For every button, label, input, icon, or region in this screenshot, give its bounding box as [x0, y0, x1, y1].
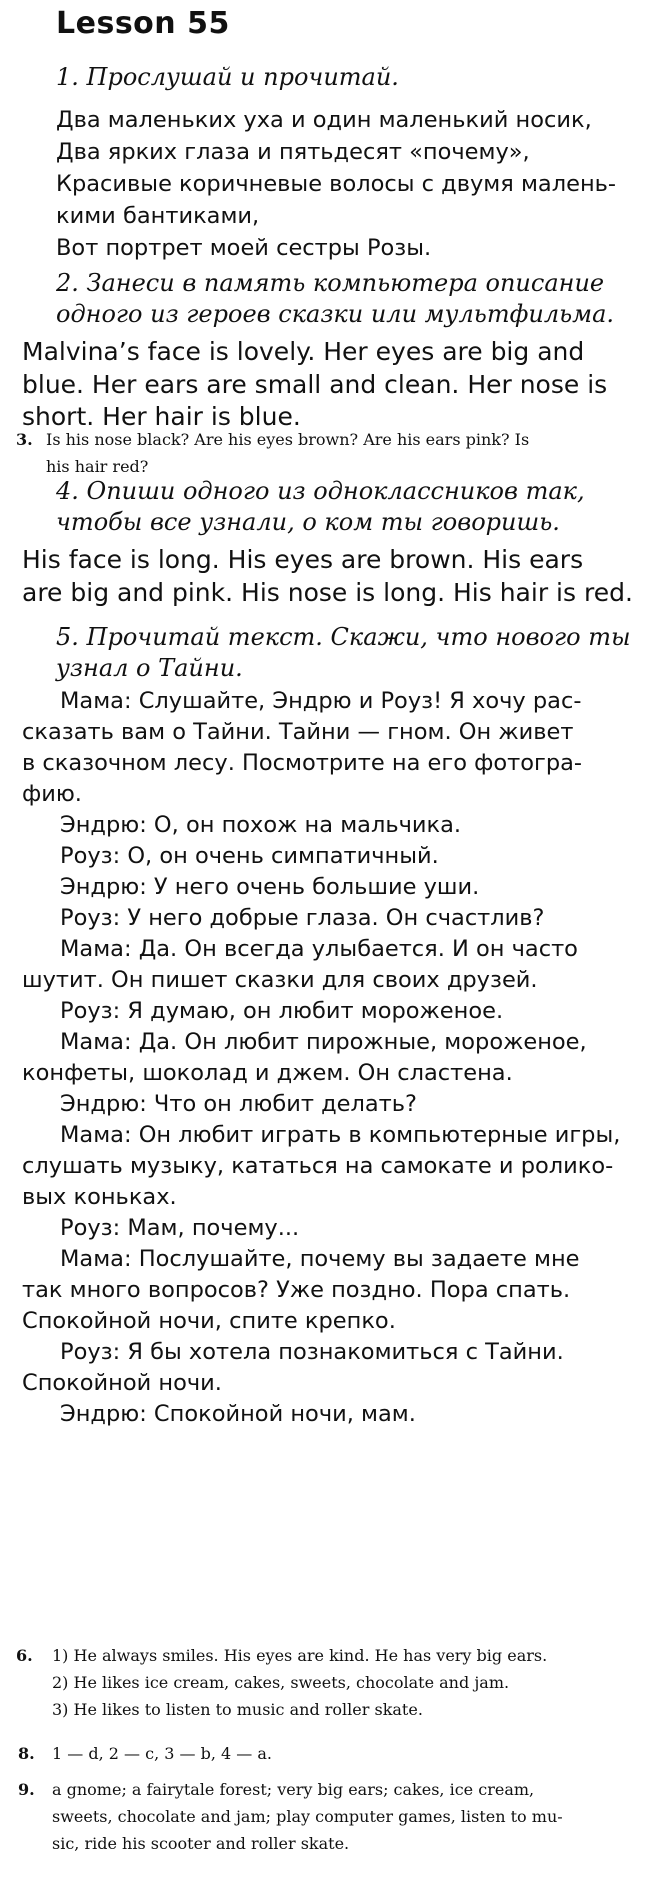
exercise-5-dialog [22, 686, 652, 1430]
exercise-6-answers [16, 1642, 642, 1723]
dialog-line: Эндрю: Что он любит делать? [60, 1091, 417, 1117]
exercise-3-number: 3. [16, 430, 33, 449]
exercise-6-number: 6. [16, 1646, 33, 1665]
dialog-line: Спокойной ночи. [22, 1370, 222, 1396]
dialog-line: Эндрю: О, он похож на мальчика. [60, 812, 462, 838]
answer-line: sic, ride his scooter and roller skate. [52, 1834, 350, 1853]
heading-line: 2. Занеси в память компьютера описание [56, 269, 605, 297]
answer-line: 3) He likes to listen to music and roller skate. [52, 1700, 423, 1719]
answer-line: Is his nose black? Are his eyes brown? Are his ears pink? Is [46, 430, 530, 449]
poem-line: Два ярких глаза и пятьдесят «почему», [56, 139, 530, 165]
heading-line: 4. Опиши одного из одноклассников так, [56, 477, 585, 505]
exercise-5-heading [56, 622, 650, 684]
exercise-1-poem [56, 104, 650, 264]
text-line: short. Her hair is blue. [22, 402, 301, 431]
heading-line: узнал о Тайни. [56, 654, 243, 682]
answer-line: a gnome; a fairytale forest; very big ears; cakes, ice cream, [52, 1780, 535, 1799]
heading-line: 5. Прочитай текст. Скажи, что нового ты [56, 623, 631, 651]
text-line: blue. Her ears are small and clean. Her nose is [22, 369, 608, 399]
dialog-line: так много вопросов? Уже поздно. Пора спать. [22, 1277, 571, 1303]
poem-line: Вот портрет моей сестры Розы. [56, 235, 432, 261]
dialog-line: Эндрю: Спокойной ночи, мам. [60, 1401, 416, 1427]
exercise-8-number: 8. [18, 1744, 35, 1763]
exercise-2-text [22, 336, 650, 434]
dialog-line: Спокойной ночи, спите крепко. [22, 1308, 396, 1334]
dialog-line: конфеты, шоколад и джем. Он сластена. [22, 1060, 513, 1086]
dialog-line: Роуз: О, он очень симпатичный. [60, 843, 439, 869]
exercise-9-answer [18, 1776, 642, 1857]
dialog-line: в сказочном лесу. Посмотрите на его фотогра- [22, 750, 583, 776]
answer-line: 2) He likes ice cream, cakes, sweets, chocolate and jam. [52, 1673, 510, 1692]
exercise-9-number: 9. [18, 1780, 35, 1799]
poem-line: Красивые коричневые волосы с двумя малень- [56, 171, 617, 197]
exercise-4-text [22, 544, 650, 609]
dialog-line: шутит. Он пишет сказки для своих друзей. [22, 967, 538, 993]
exercise-8-answer [18, 1740, 642, 1767]
dialog-line: слушать музыку, кататься на самокате и ролико- [22, 1153, 614, 1179]
exercise-4-heading [56, 476, 650, 538]
text-line: Malvina’s face is lovely. Her eyes are big and [22, 337, 585, 366]
lesson-title: Lesson 55 [56, 6, 230, 41]
dialog-line: Мама: Послушайте, почему вы задаете мне [60, 1246, 580, 1272]
dialog-line: Мама: Да. Он любит пирожные, мороженое, [60, 1029, 587, 1055]
heading-line: одного из героев сказки или мультфильма. [56, 300, 615, 328]
text-line: are big and pink. His nose is long. His hair is red. [22, 577, 633, 607]
dialog-line: сказать вам о Тайни. Тайни — гном. Он живет [22, 719, 574, 745]
exercise-2-heading [56, 268, 650, 330]
exercise-3-answer [16, 426, 642, 480]
dialog-line: фию. [22, 781, 82, 807]
dialog-line: Мама: Слушайте, Эндрю и Роуз! Я хочу рас- [60, 688, 582, 714]
answer-line: 1 — d, 2 — c, 3 — b, 4 — a. [52, 1744, 272, 1763]
poem-line: кими бантиками, [56, 203, 260, 229]
heading-line: чтобы все узнали, о ком ты говоришь. [56, 508, 560, 536]
dialog-line: Эндрю: У него очень большие уши. [60, 874, 480, 900]
dialog-line: Роуз: Я думаю, он любит мороженое. [60, 998, 504, 1024]
dialog-line: вых коньках. [22, 1184, 177, 1210]
exercise-1-heading: 1. Прослушай и прочитай. [56, 63, 399, 91]
answer-line: 1) He always smiles. His eyes are kind. He has very big ears. [52, 1646, 548, 1665]
dialog-line: Роуз: Я бы хотела познакомиться с Тайни. [60, 1339, 564, 1365]
dialog-line: Мама: Да. Он всегда улыбается. И он часто [60, 936, 578, 962]
dialog-line: Роуз: Мам, почему... [60, 1215, 300, 1241]
dialog-line: Роуз: У него добрые глаза. Он счастлив? [60, 905, 545, 931]
dialog-line: Мама: Он любит играть в компьютерные игры, [60, 1122, 621, 1148]
poem-line: Два маленьких уха и один маленький носик, [56, 107, 592, 133]
answer-line: his hair red? [46, 457, 149, 476]
text-line: His face is long. His eyes are brown. His ears [22, 545, 584, 574]
answer-line: sweets, chocolate and jam; play computer games, listen to mu- [52, 1807, 563, 1826]
